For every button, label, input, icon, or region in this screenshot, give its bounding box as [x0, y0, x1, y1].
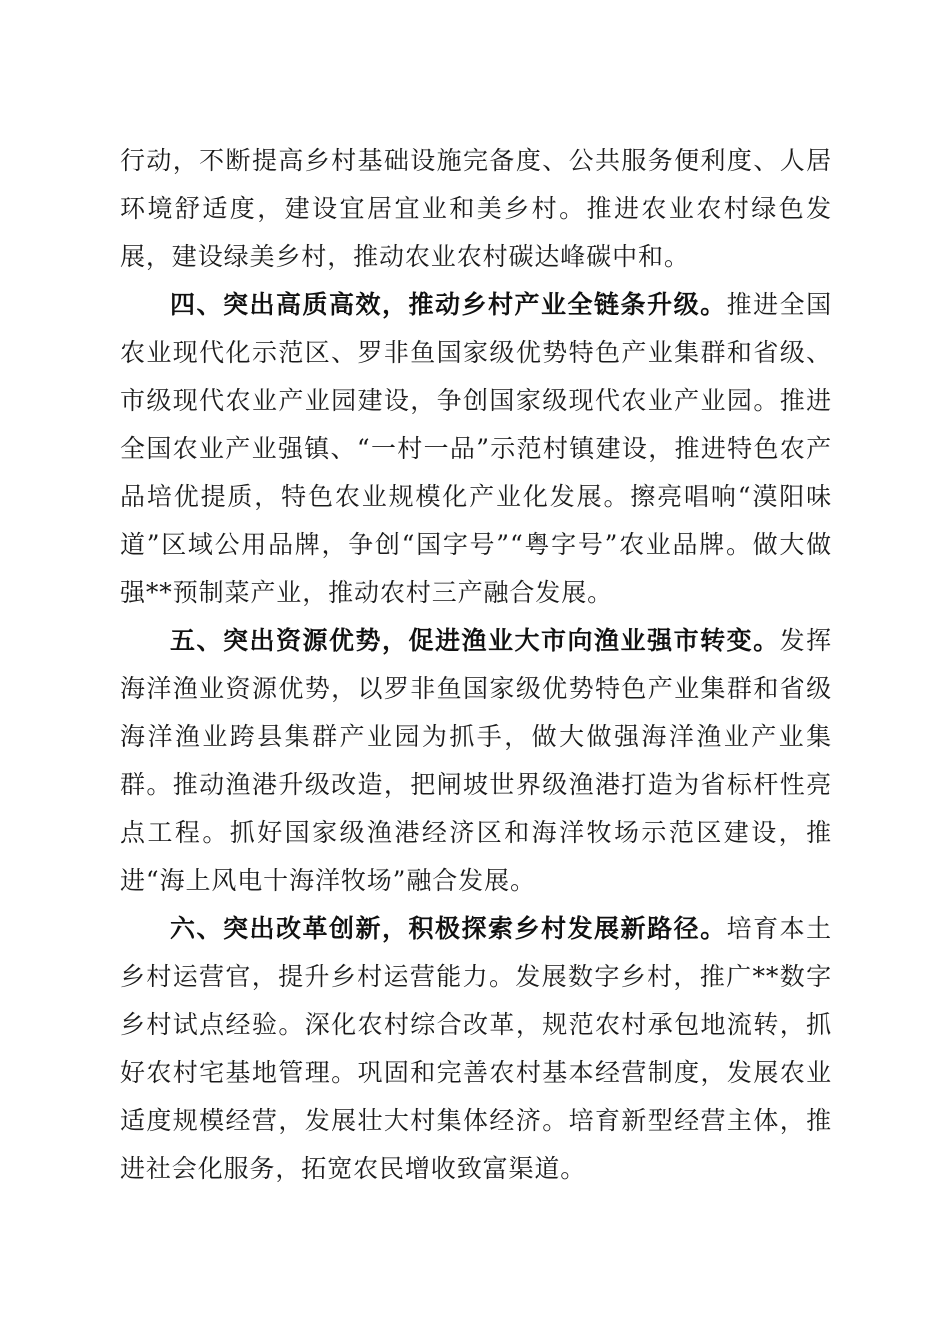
document-body: [120, 137, 832, 1193]
paragraph-text: 推进全国农业现代化示范区、罗非鱼国家级优势特色产业集群和省级、市级现代农业产业园建设，争创国家级现代农业产业园。推进全国农业产业强镇、“一村一品”示范村镇建设，推进特色农产品培优提质，特色农业规模化产业化发展。擦亮唱响“漠阳味道”区域公用品牌，争创“国字号”“粤字号”农业品牌。做大做强**预制菜产业，推动农村三产融合发展。: [120, 290, 832, 607]
paragraph-section-five: [120, 617, 832, 905]
paragraph-section-six: [120, 905, 832, 1193]
section-heading: 五、突出资源优势，促进渔业大市向渔业强市转变。: [170, 626, 780, 655]
paragraph-text: 行动，不断提高乡村基础设施完备度、公共服务便利度、人居环境舒适度，建设宜居宜业和美乡村。推进农业农村绿色发展，建设绿美乡村，推动农业农村碳达峰碳中和。: [120, 146, 832, 271]
paragraph-section-four: [120, 281, 832, 617]
paragraph-text: 培育本土乡村运营官，提升乡村运营能力。发展数字乡村，推广**数字乡村试点经验。深化农村综合改革，规范农村承包地流转，抓好农村宅基地管理。巩固和完善农村基本经营制度，发展农业适度规模经营，发展壮大村集体经济。培育新型经营主体，推进社会化服务，拓宽农民增收致富渠道。: [120, 914, 832, 1183]
paragraph-continuation: [120, 137, 832, 281]
paragraph-text: 发挥海洋渔业资源优势，以罗非鱼国家级优势特色产业集群和省级海洋渔业跨县集群产业园为抓手，做大做强海洋渔业产业集群。推动渔港升级改造，把闸坡世界级渔港打造为省标杆性亮点工程。抓好国家级渔港经济区和海洋牧场示范区建设，推进“海上风电十海洋牧场”融合发展。: [120, 626, 832, 895]
section-heading: 六、突出改革创新，积极探索乡村发展新路径。: [170, 914, 727, 943]
section-heading: 四、突出高质高效，推动乡村产业全链条升级。: [170, 290, 727, 319]
